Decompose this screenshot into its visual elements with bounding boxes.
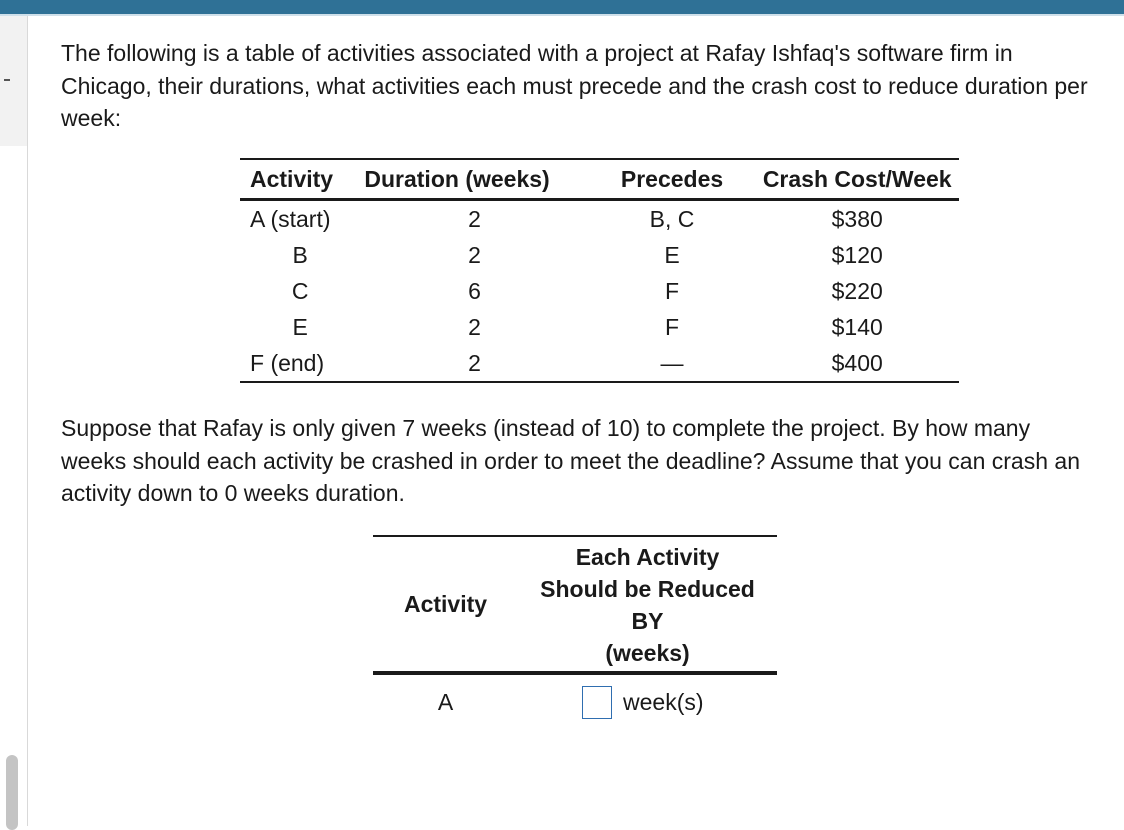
table-row (240, 309, 959, 345)
answer-table (373, 535, 777, 729)
crash-cost-cell: $220 (831, 277, 883, 304)
header-activity: Activity (250, 165, 334, 192)
duration-cell: 2 (468, 349, 481, 376)
precedes-cell: F (664, 313, 680, 340)
scrollbar-thumb[interactable] (6, 755, 18, 830)
header-activity: Activity (403, 591, 488, 617)
answer-activity-cell: A (437, 688, 454, 715)
duration-cell: 2 (468, 241, 481, 268)
activity-cell: A (start) (250, 205, 331, 232)
crash-cost-cell: $400 (831, 349, 883, 376)
unit-label: week(s) (623, 688, 704, 715)
header-reduction-line: Should be Reduced (540, 576, 755, 602)
crash-cost-cell: $380 (831, 205, 883, 232)
top-bar-divider (0, 14, 1124, 16)
answer-table-header (373, 536, 777, 673)
crash-cost-cell: $140 (831, 313, 883, 340)
table-row (240, 273, 959, 309)
left-gutter-panel (0, 16, 27, 146)
top-bar (0, 0, 1124, 14)
question-text: Suppose that Rafay is only given 7 weeks (instead of 10) to complete the project. By how many weeks should each activity be crashed in order to meet the deadline? Assume that you can crash an activity down to 0 weeks duration. (61, 415, 1080, 506)
precedes-cell: — (660, 349, 684, 376)
header-reduction-line: BY (631, 608, 664, 634)
intro-text: The following is a table of activities associated with a project at Rafay Ishfaq's software firm in Chicago, their durations, what activities each must precede and the crash cost to reduce duration per week: (61, 40, 1088, 131)
answer-input-cell (518, 673, 777, 729)
header-crash-cost: Crash Cost/Week (762, 165, 952, 192)
activity-cell: B (292, 241, 308, 268)
duration-cell: 2 (468, 313, 481, 340)
gutter-marker (4, 79, 10, 81)
duration-cell: 2 (468, 205, 481, 232)
duration-cell: 6 (468, 277, 481, 304)
table-row (240, 237, 959, 273)
activity-table (240, 158, 959, 383)
answer-input-group (518, 686, 777, 719)
precedes-cell: E (664, 241, 680, 268)
weeks-reduction-input[interactable] (582, 686, 612, 719)
precedes-cell: B, C (649, 205, 695, 232)
activity-cell: C (291, 277, 309, 304)
activity-table-header (240, 159, 959, 200)
crash-cost-cell: $120 (831, 241, 883, 268)
answer-row (373, 673, 777, 729)
header-precedes: Precedes (620, 165, 724, 192)
header-reduction-line: Each Activity (575, 544, 720, 570)
precedes-cell: F (664, 277, 680, 304)
table-row (240, 345, 959, 382)
activity-cell: E (292, 313, 308, 340)
activity-cell: F (end) (250, 349, 325, 376)
header-reduction-line: (weeks) (605, 640, 690, 666)
header-reduction (518, 536, 777, 673)
header-duration: Duration (weeks) (364, 165, 550, 192)
table-row (240, 200, 959, 238)
